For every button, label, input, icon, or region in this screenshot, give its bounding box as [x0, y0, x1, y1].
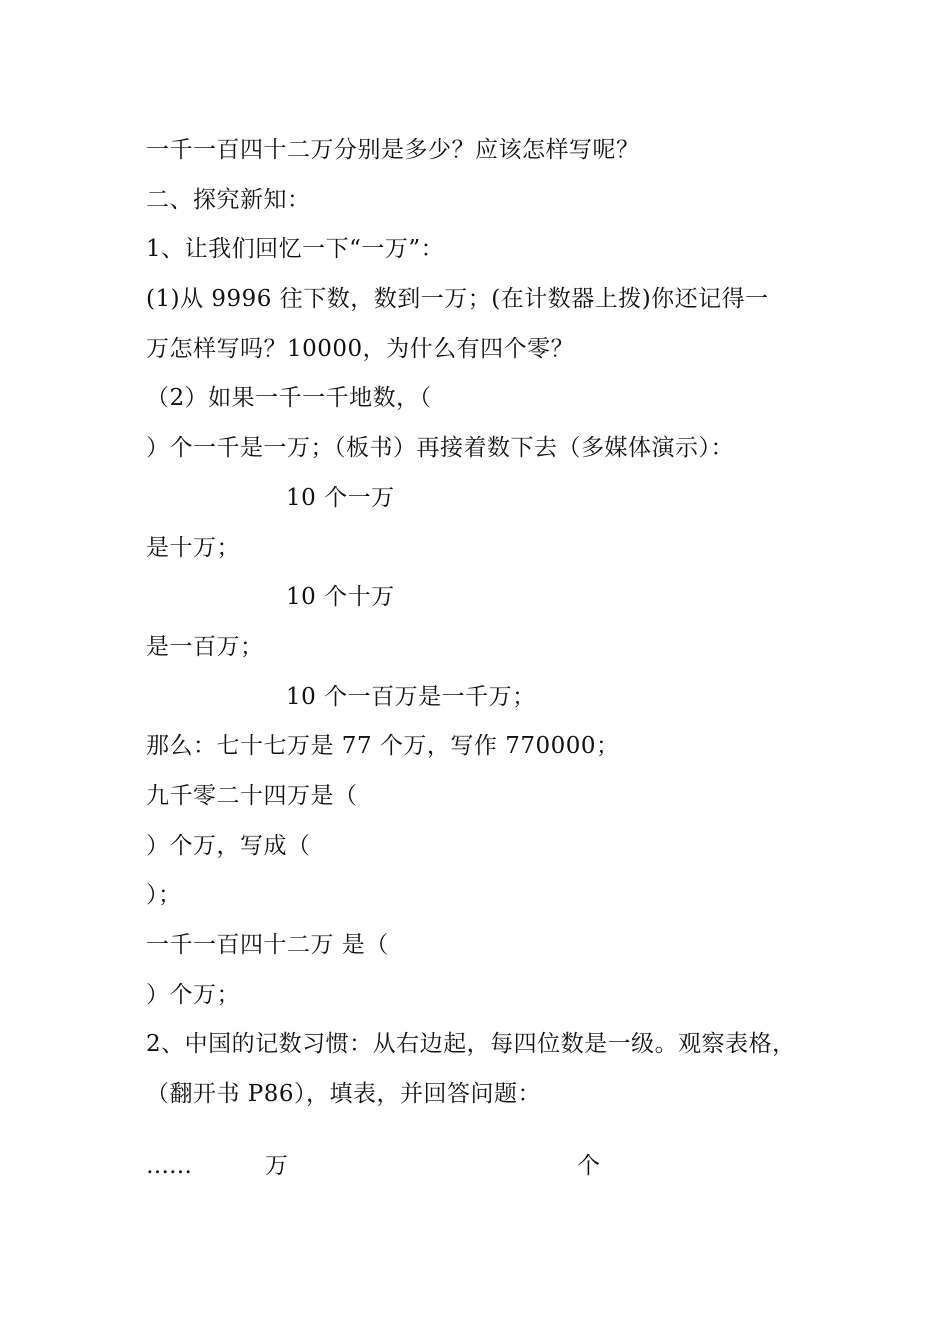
text-line-14: 九千零二十四万是（	[146, 783, 358, 809]
text-line-8: 10 个一万	[286, 485, 395, 511]
text-line-7: ）个一千是一万；（板书）再接着数下去（多媒体演示）：	[146, 435, 734, 461]
text-line-6: （2）如果一千一千地数，（	[146, 385, 432, 411]
text-line-3: 1、让我们回忆一下“一万”：	[146, 236, 445, 262]
section-heading-explore: 二、探究新知：	[146, 187, 311, 213]
text-line-4: (1)从 9996 往下数，数到一万；(在计数器上拨)你还记得一	[146, 286, 769, 312]
text-line-15: ）个万，写成（	[146, 833, 311, 859]
text-line-18: ）个万；	[146, 982, 240, 1008]
text-line-1: 一千一百四十二万分别是多少？应该怎样写呢？	[146, 137, 640, 163]
text-line-19: 2、中国的记数习惯：从右边起，每四位数是一级。观察表格，	[146, 1031, 796, 1057]
table-cell-wan: 万	[265, 1153, 288, 1179]
text-line-20: （翻开书 P86），填表，并回答问题：	[146, 1081, 542, 1107]
text-line-9: 是十万；	[146, 535, 240, 561]
table-cell-ellipsis: ……	[146, 1153, 192, 1179]
table-cell-ge: 个	[577, 1153, 600, 1179]
text-line-10: 10 个十万	[286, 584, 395, 610]
text-line-12: 10 个一百万是一千万；	[286, 684, 536, 710]
text-line-16: ）；	[146, 882, 182, 908]
text-line-5: 万怎样写吗？10000，为什么有四个零？	[146, 336, 575, 362]
text-line-17: 一千一百四十二万 是（	[146, 932, 389, 958]
text-line-11: 是一百万；	[146, 634, 264, 660]
text-line-13: 那么：七十七万是 77 个万，写作 770000；	[146, 733, 620, 759]
